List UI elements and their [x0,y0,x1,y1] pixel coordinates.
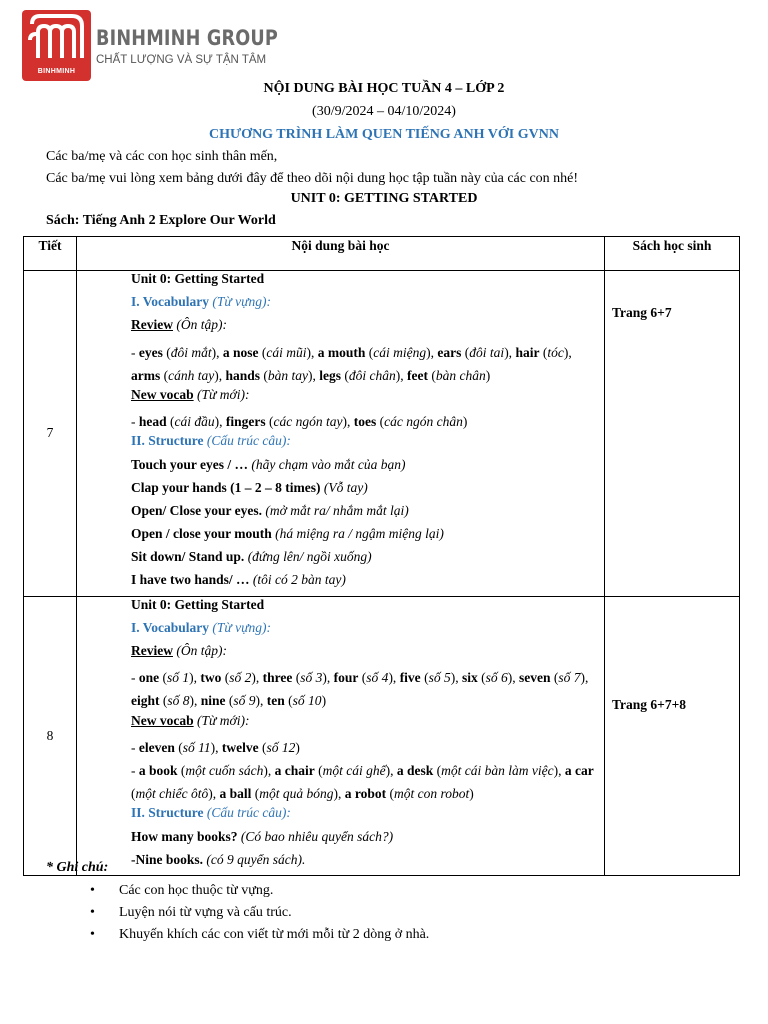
vocab-meaning: số 2 [229,670,252,686]
list-item: • Các con học thuộc từ vựng. [46,880,429,902]
vocab-meaning: cái miệng [373,344,427,360]
notes-list [46,880,429,946]
structure-heading [131,805,601,828]
structure-en: Clap your hands (1 – 2 – 8 times) [131,479,321,495]
new-vocab-label-text: New vocab [131,386,194,402]
list-item: • Luyện nói từ vựng và cấu trúc. [46,902,429,924]
vocab-word: two [200,670,222,686]
vocab-meaning: số 1 [167,670,190,686]
unit-subtitle [131,597,601,620]
review-vocab-list: - eyes (đôi mắt), a nose (cái mũi), a mouth (cái miệng), ears (đôi tai), hair (tóc), arms (cánh tay), hands (bàn tay), legs (đôi chân), feet (bàn chân) [131,344,572,383]
vocab-word: one [138,670,160,686]
vocabulary-heading-text: I. Vocabulary [131,619,210,635]
review-vocab-list: - one (số 1), two (số 2), three (số 3), four (số 4), five (số 5), six (số 6), seven (số 7), eight (số 8), nine (số 9), ten (số 10) [131,670,589,709]
review-label-vi: (Ôn tập): [176,317,227,333]
vocab-word: legs [319,367,342,383]
unit-title: UNIT 0: GETTING STARTED [290,191,478,206]
structure-vi: (hãy chạm vào mắt của bạn) [251,456,406,472]
vocab-word: three [262,670,293,686]
vocab-meaning: số 6 [485,670,508,686]
vocab-word: hair [515,344,540,360]
vocab-word: four [333,670,359,686]
table-row [24,596,740,875]
vocab-word: a book [138,763,178,779]
vocab-word: ears [437,344,462,360]
company-logo [22,10,278,82]
vocab-meaning: số 5 [428,670,451,686]
vocab-meaning: đôi mắt [170,344,212,360]
vocab-word: a chair [274,763,315,779]
header-pages: Sách học sinh [605,237,740,271]
structure-vi: (Có bao nhiêu quyển sách?) [240,828,394,844]
vocab-meaning: các ngón chân [384,414,463,430]
vocab-meaning: bàn chân [435,367,486,383]
header-content: Nội dung bài học [77,237,605,271]
vocab-word: toes [353,414,377,430]
structure-line [131,480,601,503]
vocab-meaning: cái mũi [266,344,307,360]
review-label [131,643,601,666]
new-vocab-label-text: New vocab [131,712,194,728]
review-label [131,317,601,340]
structure-en: -Nine books. [131,851,204,867]
table-row [24,271,740,597]
vocab-meaning: số 4 [366,670,389,686]
period-cell: 7 [24,271,77,597]
vocab-word: feet [407,367,429,383]
vocab-word: head [138,414,167,430]
logo-tagline: CHẤT LƯỢNG VÀ SỰ TẬN TÂM [96,54,267,66]
lesson-table [23,236,740,876]
vocab-meaning: một con robot [394,786,470,802]
structure-en: Open/ Close your eyes. [131,502,262,518]
structure-en: Open / close your mouth [131,526,272,542]
vocab-meaning: bàn tay [267,367,309,383]
review-label-vi: (Ôn tập): [176,643,227,659]
header-period: Tiết [24,237,77,271]
vocab-word: a ball [219,786,252,802]
period-cell: 8 [24,596,77,875]
structure-vi: (mở mắt ra/ nhắm mắt lại) [265,502,409,518]
vocab-meaning: một chiếc ôtô [135,786,209,802]
book-title: Sách: Tiếng Anh 2 Explore Our World [46,213,276,228]
vocab-meaning: đôi tai [469,344,505,360]
structure-heading [131,433,601,456]
vocab-word: ten [266,693,285,709]
review-label-text: Review [131,317,173,333]
new-vocab-list: - a book (một cuốn sách), a chair (một cái ghế), a desk (một cái bàn làm việc), a car (một chiếc ôtô), a ball (một quả bóng), a robot (một con robot) [131,763,594,802]
structure-vi: (tôi có 2 bàn tay) [252,572,346,588]
structure-line [131,526,601,549]
structure-heading-text: II. Structure [131,805,204,821]
vocab-word: fingers [225,414,266,430]
structure-heading-vi: (Cấu trúc câu): [206,433,291,449]
greeting-text: Các ba/mẹ và các con học sinh thân mến, [46,149,278,164]
notes-section [46,860,429,946]
structure-line [131,572,601,595]
vocab-meaning: cánh tay [168,367,215,383]
structure-vi: (đứng lên/ ngồi xuống) [247,549,372,565]
vocab-meaning: một quả bóng [259,786,334,802]
vocab-word: six [461,670,478,686]
vocab-word: a mouth [317,344,366,360]
vocab-word: a nose [222,344,259,360]
structure-heading-vi: (Cấu trúc câu): [206,805,291,821]
vocab-meaning: các ngón tay [273,414,343,430]
vocab-word: twelve [221,739,259,755]
structure-vi: (há miệng ra / ngậm miệng lại) [275,526,444,542]
vocabulary-heading-text: I. Vocabulary [131,294,210,310]
vocab-meaning: một cái bàn làm việc [441,763,554,779]
new-vocab-list: - head (cái đầu), fingers (các ngón tay), toes (các ngón chân) [131,414,468,430]
vocab-word: eight [131,693,160,709]
structure-en: Sit down/ Stand up. [131,549,245,565]
structure-heading-text: II. Structure [131,433,204,449]
list-item: • Khuyến khích các con viết từ mới mỗi từ 2 dòng ở nhà. [46,924,429,946]
vocab-meaning: tóc [547,344,564,360]
program-title: CHƯƠNG TRÌNH LÀM QUEN TIẾNG ANH VỚI GVNN [209,127,559,142]
structure-en: Touch your eyes / … [131,456,249,472]
structure-en: How many books? [131,828,238,844]
vocabulary-heading [131,620,601,643]
vocabulary-heading-vi: (Từ vựng): [212,619,271,635]
structure-line [131,829,601,852]
vocab-word: a desk [396,763,434,779]
new-vocab-label-vi: (Từ mới): [197,712,250,728]
structure-line [131,503,601,526]
vocab-meaning: cái đầu [174,414,215,430]
structure-line [131,549,601,572]
unit-subtitle-text: Unit 0: Getting Started [131,271,265,286]
vocab-meaning: một cuốn sách [185,763,264,779]
unit-subtitle-text: Unit 0: Getting Started [131,596,265,612]
new-vocab-label-vi: (Từ mới): [197,386,250,402]
review-label-text: Review [131,643,173,659]
vocab-word: hands [225,367,261,383]
vocab-word: a car [564,763,594,779]
vocab-word: five [399,670,421,686]
table-header-row [24,237,740,271]
vocabulary-heading-vi: (Từ vựng): [212,294,271,310]
page-title: NỘI DUNG BÀI HỌC TUẦN 4 – LỚP 2 [263,81,505,96]
vocab-word: a robot [344,786,387,802]
vocab-meaning: một cái ghế [322,763,386,779]
vocab-word: eyes [138,344,163,360]
lesson-content-cell [77,596,605,875]
vocab-meaning: số 10 [292,693,322,709]
vocab-word: seven [518,670,551,686]
logo-mark-text: BINHMINH [37,68,76,75]
notes-title: * Ghi chú: [46,860,109,875]
vocab-meaning: số 9 [233,693,256,709]
lesson-content-cell [77,271,605,597]
new-vocab-label [131,387,601,410]
vocab-meaning: số 11 [182,739,211,755]
unit-subtitle [131,271,601,294]
structure-en: I have two hands/ … [131,572,250,588]
logo-company-name: BINHMINH GROUP [96,26,278,50]
vocab-word: arms [131,367,161,383]
structure-line [131,457,601,480]
vocab-meaning: số 7 [558,670,581,686]
vocab-meaning: số 3 [300,670,323,686]
logo-mark-icon [22,10,91,81]
structure-vi: (có 9 quyển sách). [206,851,306,867]
date-range: (30/9/2024 – 04/10/2024) [312,104,456,119]
vocab-word: nine [200,693,226,709]
vocab-meaning: số 8 [167,693,190,709]
vocab-word: eleven [138,739,175,755]
new-vocab-list: - eleven (số 11), twelve (số 12) [131,739,300,755]
vocab-meaning: số 12 [266,739,296,755]
new-vocab-label [131,713,601,736]
pages-cell: Trang 6+7+8 [605,596,740,875]
vocabulary-heading [131,294,601,317]
instruction-text: Các ba/mẹ vui lòng xem bảng dưới đây để theo dõi nội dung học tập tuần này của các con nhé! [46,171,579,186]
vocab-meaning: đôi chân [348,367,396,383]
pages-cell: Trang 6+7 [605,271,740,597]
structure-vi: (Vỗ tay) [323,479,368,495]
